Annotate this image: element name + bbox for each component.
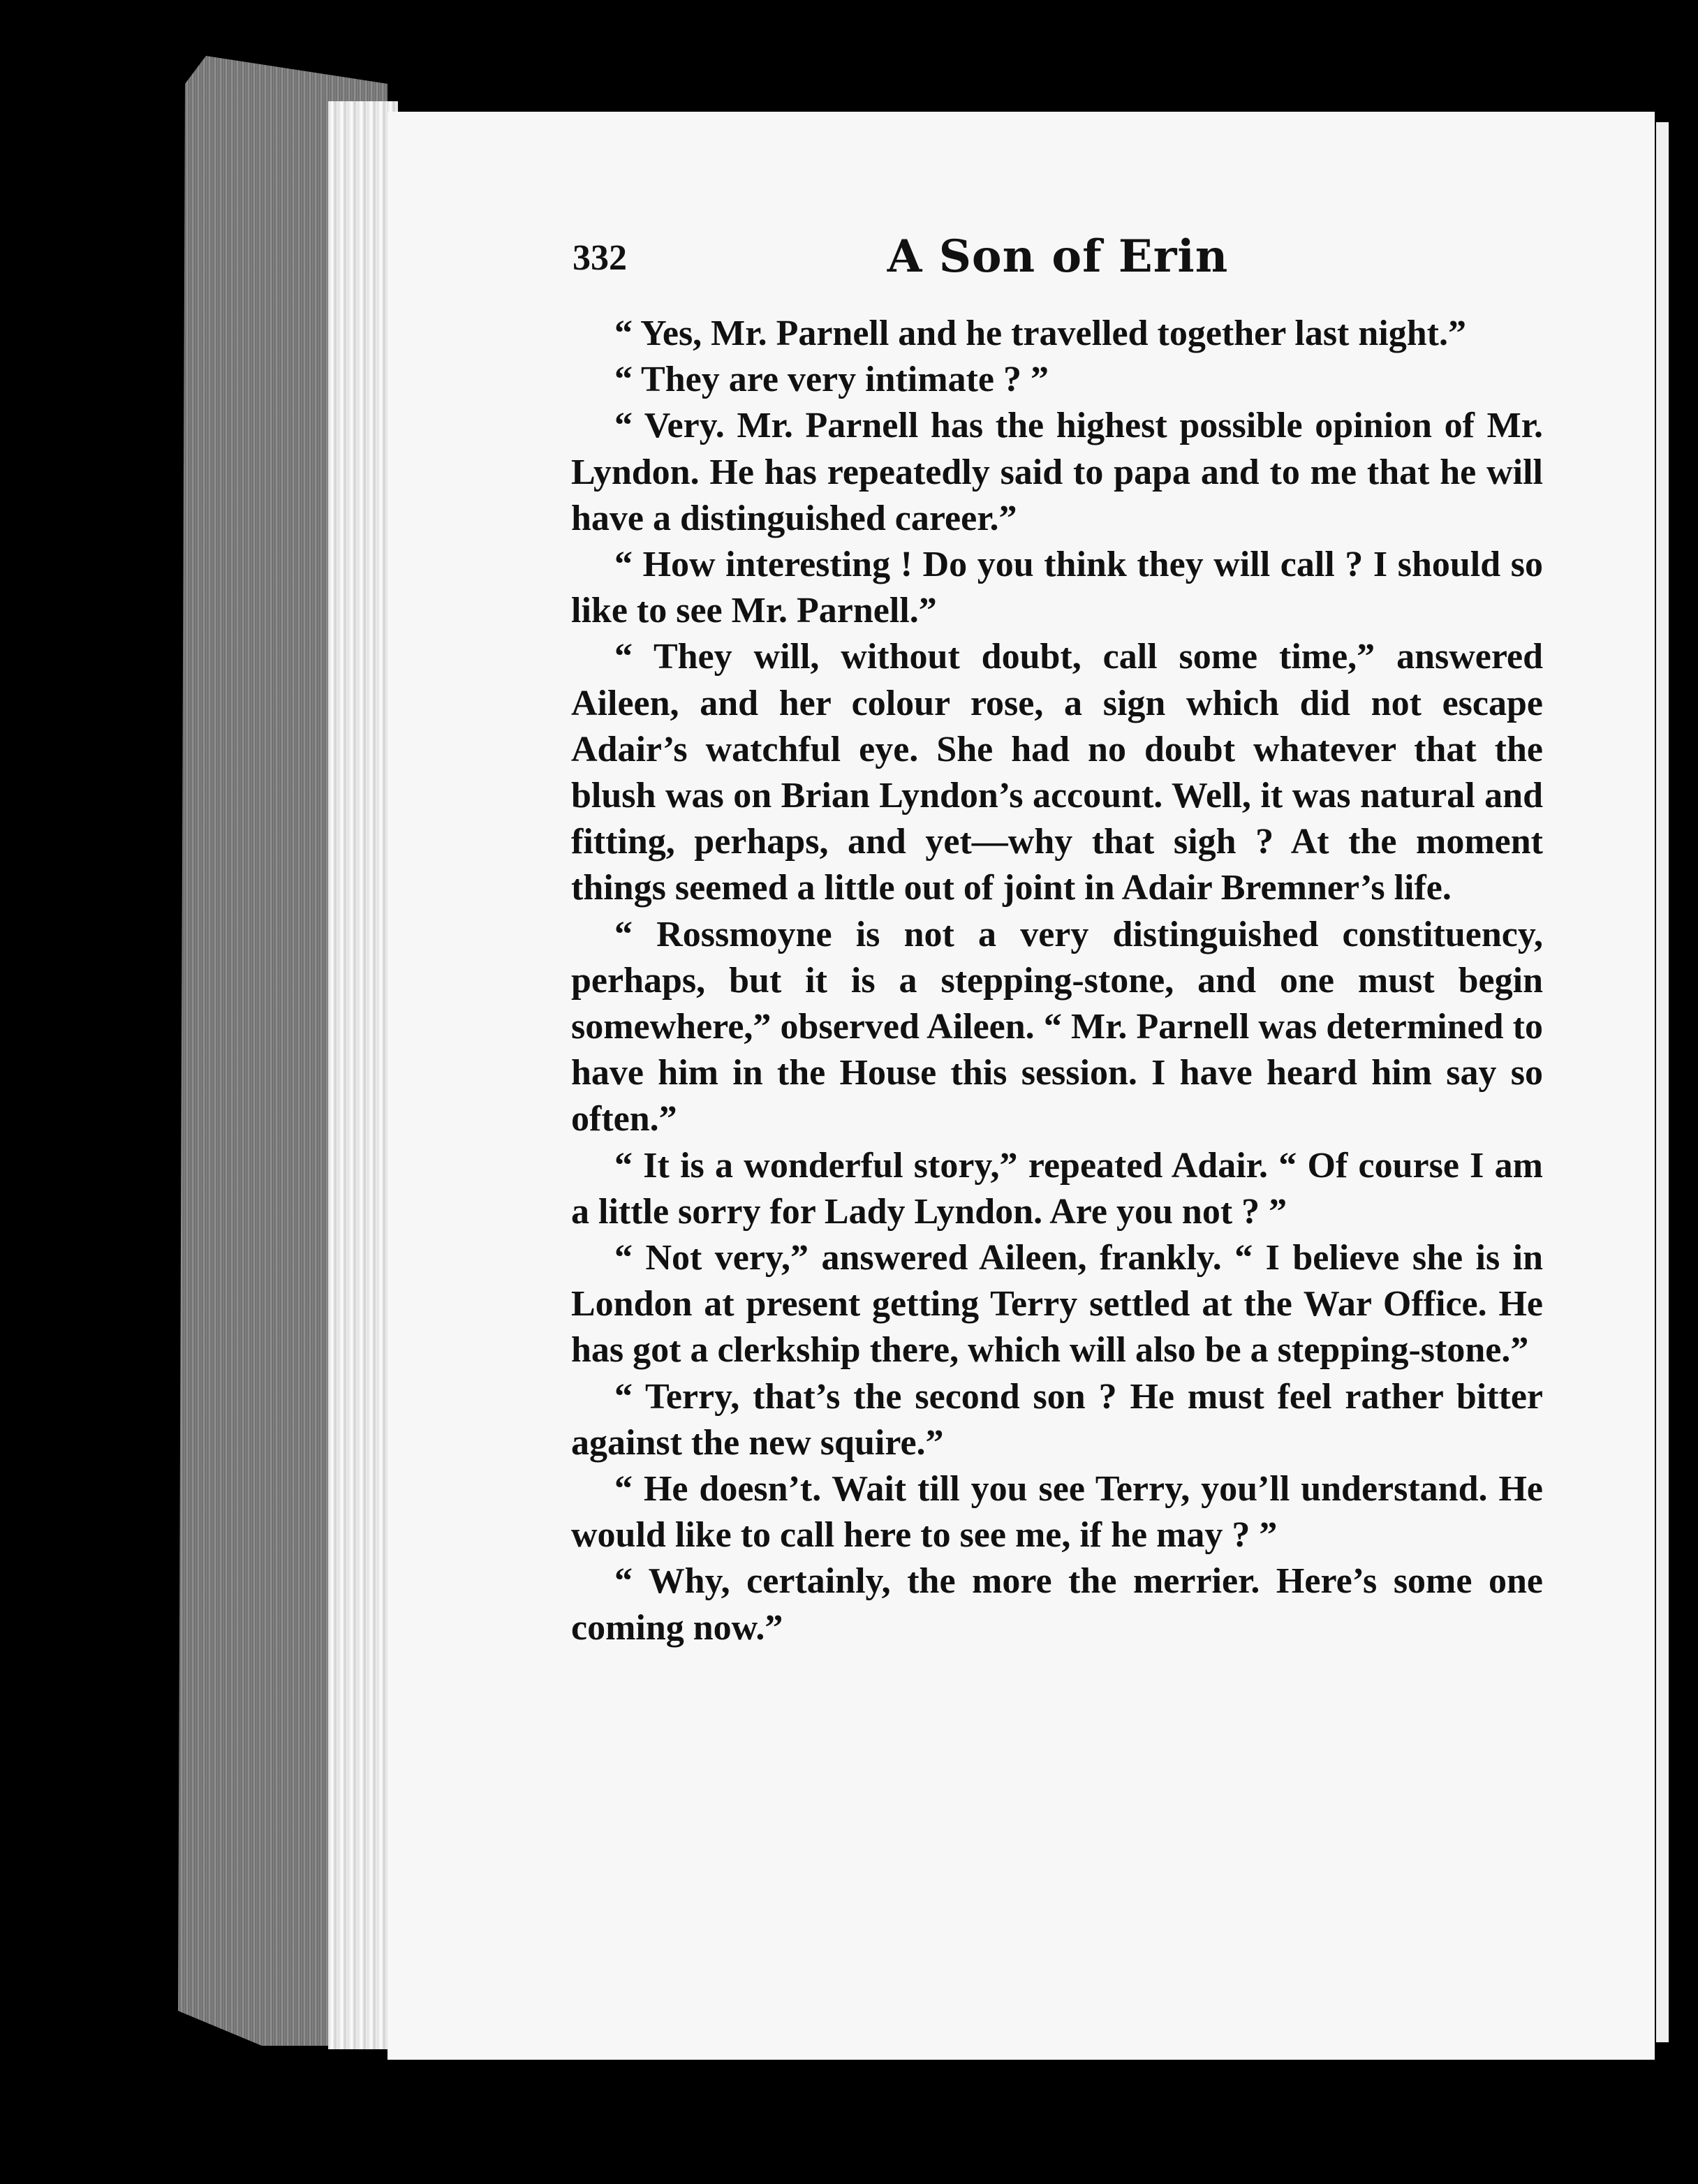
facing-page-edge bbox=[1656, 122, 1669, 2042]
paragraph: “ They are very intimate ? ” bbox=[614, 360, 1049, 400]
paragraph: “ Rossmoyne is not a very distinguished constituency, perhaps, but it is a stepping-stone, and one must begin somewhere,” observed Aileen. “ Mr. Parnell was determined to have him in the House this session. I have heard him say so often.” bbox=[571, 914, 1543, 1139]
running-title: A Son of Erin bbox=[887, 230, 1229, 283]
paragraph: “ Very. Mr. Parnell has the highest possible opinion of Mr. Lyndon. He has repeatedly said to papa and to me that he will have a distinguished career.” bbox=[571, 406, 1543, 538]
paragraph: “ Why, certainly, the more the merrier. Here’s some one coming now.” bbox=[571, 1561, 1543, 1648]
running-header bbox=[573, 230, 1543, 293]
paragraph: “ Yes, Mr. Parnell and he travelled together last night.” bbox=[614, 313, 1466, 353]
paragraph: “ Terry, that’s the second son ? He must feel rather bitter against the new squire.” bbox=[571, 1376, 1543, 1463]
paragraph: “ It is a wonderful story,” repeated Adair. “ Of course I am a little sorry for Lady Lyndon. Are you not ? ” bbox=[571, 1145, 1543, 1232]
paragraph: “ He doesn’t. Wait till you see Terry, you’ll understand. He would like to call here to see me, if he may ? ” bbox=[571, 1469, 1543, 1556]
paragraph: “ Not very,” answered Aileen, frankly. “ I believe she is in London at present getting Terry settled at the War Office. He has got a clerkship there, which will also be a stepping-stone.” bbox=[571, 1238, 1543, 1371]
body-text bbox=[571, 311, 1543, 1651]
paragraph: “ How interesting ! Do you think they will call ? I should so like to see Mr. Parnell.” bbox=[571, 545, 1543, 631]
page-number: 332 bbox=[573, 238, 627, 278]
paragraph: “ They will, without doubt, call some time,” answered Aileen, and her colour rose, a sign which did not escape Adair’s watchful eye. She had no doubt whatever that the blush was on Brian Lyndon’s account. Well, it was natural and fitting, perhaps, and yet—why that sigh ? At the moment things seemed a little out of joint in Adair Bremner’s life. bbox=[571, 637, 1543, 908]
